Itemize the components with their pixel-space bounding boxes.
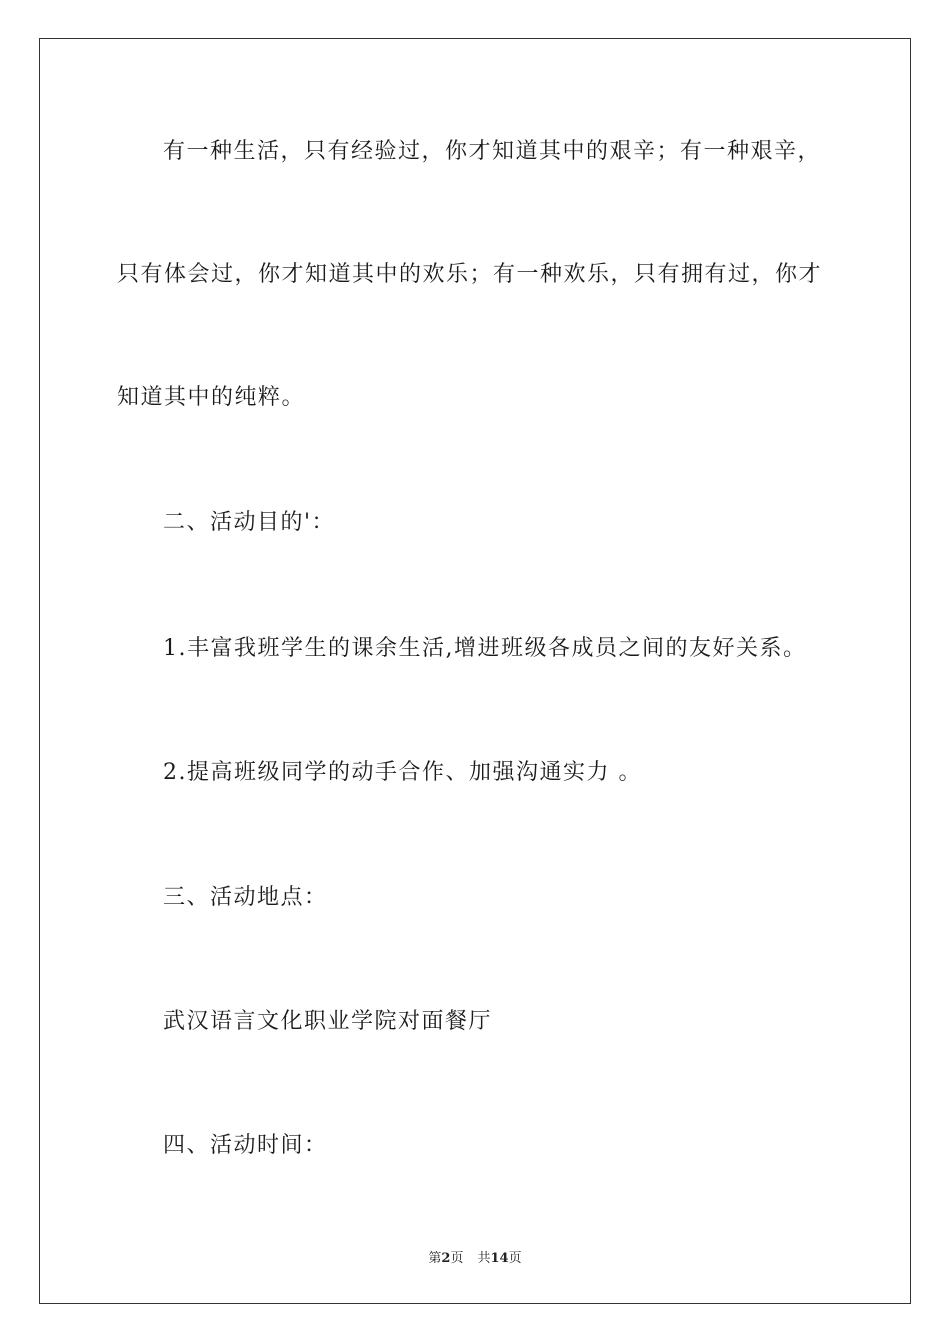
- footer-total-prefix: 共: [477, 1251, 491, 1266]
- paragraph-line-3: 知道其中的纯粹。: [117, 385, 306, 410]
- footer-total-suffix: 页: [508, 1251, 522, 1266]
- section-heading-location: 三、活动地点：: [163, 885, 328, 910]
- purpose-item-2: 2.提高班级同学的动手合作、加强沟通实力 。: [163, 760, 642, 785]
- page-border: [39, 38, 911, 1304]
- paragraph-line-2: 只有体会过，你才知道其中的欢乐；有一种欢乐，只有拥有过，你才: [117, 262, 823, 287]
- footer-page-total: 14: [490, 1251, 509, 1266]
- footer-page-prefix: 第: [428, 1251, 442, 1266]
- section-heading-purpose: 二、活动目的'：: [163, 510, 336, 535]
- paragraph-line-1: 有一种生活，只有经验过，你才知道其中的艰辛；有一种艰辛，: [163, 139, 822, 164]
- footer-page-suffix: 页: [450, 1251, 464, 1266]
- footer-page-current: 2: [441, 1251, 451, 1266]
- section-heading-time: 四、活动时间：: [163, 1133, 328, 1158]
- location-text: 武汉语言文化职业学院对面餐厅: [163, 1009, 493, 1034]
- purpose-item-1: 1.丰富我班学生的课余生活,增进班级各成员之间的友好关系。: [163, 636, 807, 661]
- page-footer: [0, 1247, 950, 1266]
